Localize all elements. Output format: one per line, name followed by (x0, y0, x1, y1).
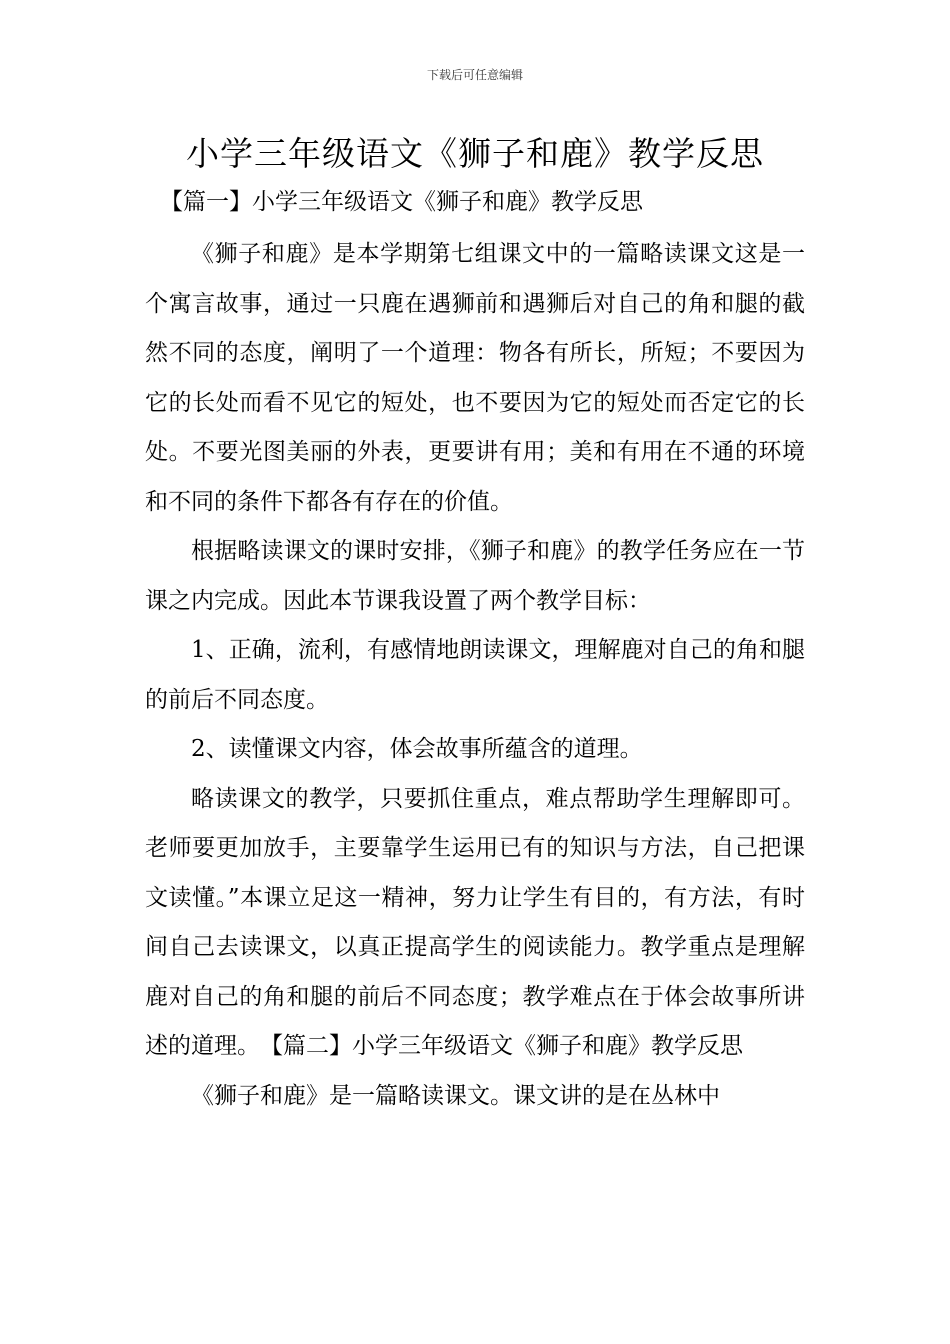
paragraph-schedule: 根据略读课文的课时安排，《狮子和鹿》的教学任务应在一节课之内完成。因此本节课我设置了两个教学目标： (145, 538, 805, 614)
section-heading-1: 【篇一】小学三年级语文《狮子和鹿》教学反思 (160, 189, 643, 215)
paragraph-section2-start: 《狮子和鹿》是一篇略读课文。课文讲的是在丛林中 (191, 1082, 720, 1109)
paragraph-method-text: 略读课文的教学，只要抓住重点，难点帮助学生理解即可。老师要更加放手，主要靠学生运用已有的知识与方法，自己把课文读懂。”本课立足这一精神，努力让学生有目的，有方法，有时间自己去读课文，以真正提高学生的阅读能力。教学重点是理解鹿对自己的角和腿的前后不同态度；教学难点在于体会故事所讲述的道理。 (145, 785, 805, 1059)
section-heading-2: 【篇二】小学三年级语文《狮子和鹿》教学反思 (271, 1033, 743, 1059)
header-note: 下载后可任意编辑 (426, 68, 523, 82)
document-body (145, 230, 805, 1121)
paragraph-method (145, 775, 805, 1072)
goal-item-1: 1、正确，流利，有感情地朗读课文，理解鹿对自己的角和腿的前后不同态度。 (145, 637, 805, 713)
document-title: 小学三年级语文《狮子和鹿》教学反思 (186, 134, 764, 173)
goal-item-2: 2、读懂课文内容，体会故事所蕴含的道理。 (191, 736, 643, 762)
paragraph-intro: 《狮子和鹿》是本学期第七组课文中的一篇略读课文这是一个寓言故事，通过一只鹿在遇狮前和遇狮后对自己的角和腿的截然不同的态度，阐明了一个道理：物各有所长，所短；不要因为它的长处而看不见它的短处，也不要因为它的短处而否定它的长处。不要光图美丽的外表，更要讲有用；美和有用在不通的环境和不同的条件下都各有存在的价值。 (145, 241, 805, 515)
